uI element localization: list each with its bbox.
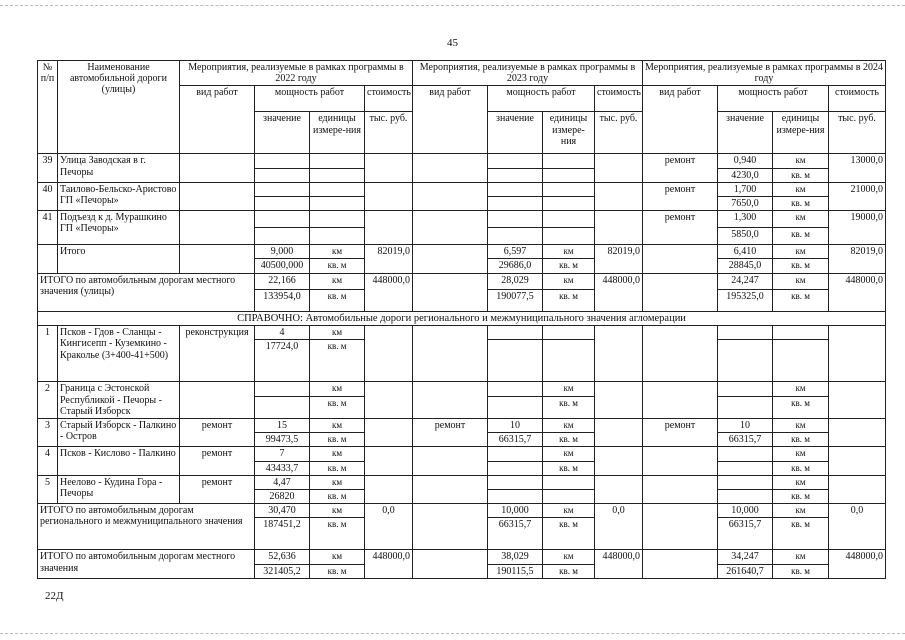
header-cost-2022: стоимость: [365, 86, 413, 112]
unit-2024: км: [773, 211, 829, 228]
area-unit-2024: кв. м: [773, 228, 829, 245]
header-thousand-rub-2022: тыс. руб.: [365, 112, 413, 154]
table-row: 17724,0 кв. м: [38, 340, 886, 382]
road-name: Улица Заводская в г. Печоры: [58, 154, 180, 182]
area-unit-2024: кв. м: [773, 168, 829, 182]
row-num: 3: [38, 419, 58, 447]
subtotal-cost-2022: 82019,0: [365, 245, 413, 273]
table-row: 2 Граница с Эстонской Республикой - Печоры - Старый Изборск км км км: [38, 382, 886, 397]
unit-2024: км: [773, 154, 829, 168]
bottom-scan-rule: [0, 633, 905, 634]
header-capacity-2023: мощность работ: [488, 86, 595, 112]
total-all-cost-2024: 448000,0: [829, 550, 886, 578]
table-row: 99473,5 кв. м 66315,7 кв. м 66315,7 кв. м: [38, 433, 886, 447]
work-type-2024: ремонт: [643, 182, 718, 210]
table-row: 26820 кв. м кв. м: [38, 489, 886, 503]
table-row: [38, 182, 886, 196]
total-regional-label: ИТОГО по автомобильным дорогам регионального и межмуниципального значения: [38, 504, 255, 550]
value-2024: 1,300: [718, 211, 773, 228]
total-all-cost-2022: 448000,0: [365, 550, 413, 578]
work-type-2022: ремонт: [180, 447, 255, 475]
subtotal-value-2024: 6,410: [718, 245, 773, 259]
table-row: [38, 211, 886, 228]
corner-tag: 22Д: [45, 590, 64, 602]
header-value-2022: значение: [255, 112, 310, 154]
top-scan-rule: [0, 5, 905, 6]
area-2024: 5850,0: [718, 228, 773, 245]
road-name: Псков - Гдов - Сланцы - Кингисепп - Куземкино - Краколье (3+400-41+500): [58, 326, 180, 382]
page-number: 45: [447, 37, 458, 49]
header-cost-2024: стоимость: [829, 86, 886, 112]
header-unit-2022: единицы измере-ния: [310, 112, 365, 154]
road-name: Граница с Эстонской Республикой - Печоры - Старый Изборск: [58, 382, 180, 419]
header-capacity-2022: мощность работ: [255, 86, 365, 112]
row-num: 40: [38, 182, 58, 210]
header-unit-2024: единицы измере-ния: [773, 112, 829, 154]
reference-band-row: [38, 311, 886, 326]
total-local-label: ИТОГО по автомобильным дорогам местного значения (улицы): [38, 273, 255, 311]
total-local-cost-2022: 448000,0: [365, 273, 413, 311]
header-value-2024: значение: [718, 112, 773, 154]
row-num: 5: [38, 475, 58, 503]
header-work-type-2023: вид работ: [413, 86, 488, 154]
total-regional-cost-2023: 0,0: [595, 504, 643, 550]
work-type-2022: ремонт: [180, 475, 255, 503]
header-cost-2023: стоимость: [595, 86, 643, 112]
work-type-2024: ремонт: [643, 419, 718, 447]
work-type-2022: реконструкция: [180, 326, 255, 382]
total-local-row: ИТОГО по автомобильным дорогам местного значения (улицы) 22,166 км 448000,0 28,029 км 448000,0 24,247 км 448000,0: [38, 273, 886, 289]
row-num: 41: [38, 211, 58, 245]
cost-2024: 13000,0: [829, 154, 886, 182]
header-road-name: Наименование автомобильной дороги (улицы): [58, 61, 180, 154]
table-row: 43433,7 кв. м кв. м кв. м: [38, 461, 886, 475]
header-num: № п/п: [38, 61, 58, 154]
header-work-type-2024: вид работ: [643, 86, 718, 154]
total-all-cost-2023: 448000,0: [595, 550, 643, 578]
row-num: 2: [38, 382, 58, 419]
total-all-row: 321405,2 кв. м 190115,5 кв. м 261640,7 кв. м: [38, 564, 886, 578]
table-row: 1 Псков - Гдов - Сланцы - Кингисепп - Куземкино - Краколье (3+400-41+500) реконструкция 4 км: [38, 326, 886, 340]
unit-2024: км: [773, 182, 829, 196]
subtotal-value-2022: 9,000: [255, 245, 310, 259]
subtotal-row: Итого 9,000 км 82019,0 6,597 км 82019,0 6,410 км 82019,0: [38, 245, 886, 259]
work-type-2024: ремонт: [643, 211, 718, 245]
header-group-2023: Мероприятия, реализуемые в рамках программы в 2023 году: [413, 61, 643, 86]
road-name: Неелово - Кудина Гора - Печоры: [58, 475, 180, 503]
area-unit-2024: кв. м: [773, 196, 829, 210]
header-thousand-rub-2023: тыс. руб.: [595, 112, 643, 154]
total-regional-cost-2024: 0,0: [829, 504, 886, 550]
total-regional-row: ИТОГО по автомобильным дорогам регионального и межмуниципального значения 30,470 км 0,0 10,000 км 0,0 10,000 км 0,0: [38, 504, 886, 518]
row-num: 39: [38, 154, 58, 182]
header-capacity-2024: мощность работ: [718, 86, 829, 112]
work-type-2023: ремонт: [413, 419, 488, 447]
header-group-2024: Мероприятия, реализуемые в рамках программы в 2024 году: [643, 61, 886, 86]
total-all-row: ИТОГО по автомобильным дорогам местного значения 52,636 км 448000,0 38,029 км 448000,0 34,247 км 448000,0: [38, 550, 886, 564]
header-thousand-rub-2024: тыс. руб.: [829, 112, 886, 154]
row-num: 4: [38, 447, 58, 475]
header-row-1: [38, 61, 886, 86]
table-row: 3 Старый Изборск - Палкино - Остров ремонт 15 км ремонт 10 км ремонт 10 км: [38, 419, 886, 433]
table-row: 4 Псков - Кислово - Палкино ремонт 7 км км км: [38, 447, 886, 461]
reference-title: СПРАВОЧНО: Автомобильные дороги регионального и межмуниципального значения агломерации: [38, 311, 886, 326]
road-name: Таилово-Бельско-Аристово ГП «Печоры»: [58, 182, 180, 210]
total-local-row: 133954,0 кв. м 190077,5 кв. м 195325,0 кв. м: [38, 289, 886, 311]
value-2024: 1,700: [718, 182, 773, 196]
road-name: Старый Изборск - Палкино - Остров: [58, 419, 180, 447]
total-regional-row: 187451,2 кв. м 66315,7 кв. м 66315,7 кв. м: [38, 518, 886, 550]
header-group-2022: Мероприятия, реализуемые в рамках программы в 2022 году: [180, 61, 413, 86]
table-row: [38, 154, 886, 168]
row-num: 1: [38, 326, 58, 382]
value-2024: 0,940: [718, 154, 773, 168]
subtotal-label: Итого: [58, 245, 180, 273]
cost-2024: 19000,0: [829, 211, 886, 245]
work-type-2022: ремонт: [180, 419, 255, 447]
area-2024: 4230,0: [718, 168, 773, 182]
cost-2024: 21000,0: [829, 182, 886, 210]
road-name: Подъезд к д. Мурашкино ГП «Печоры»: [58, 211, 180, 245]
header-unit-2023: единицы измере-ния: [543, 112, 595, 154]
road-name: Псков - Кислово - Палкино: [58, 447, 180, 475]
area-2024: 7650,0: [718, 196, 773, 210]
table-row: 5 Неелово - Кудина Гора - Печоры ремонт 4,47 км км: [38, 475, 886, 489]
work-type-2024: ремонт: [643, 154, 718, 182]
subtotal-value-2023: 6,597: [488, 245, 543, 259]
table-row: кв. м кв. м кв. м: [38, 397, 886, 419]
total-regional-cost-2022: 0,0: [365, 504, 413, 550]
document-sheet: [37, 60, 885, 579]
subtotal-row: 40500,000 кв. м 29686,0 кв. м 28845,0 кв. м: [38, 259, 886, 273]
header-value-2023: значение: [488, 112, 543, 154]
subtotal-cost-2023: 82019,0: [595, 245, 643, 273]
subtotal-cost-2024: 82019,0: [829, 245, 886, 273]
road-program-table: [37, 60, 886, 579]
header-work-type-2022: вид работ: [180, 86, 255, 154]
total-local-cost-2023: 448000,0: [595, 273, 643, 311]
total-all-label: ИТОГО по автомобильным дорогам местного значения: [38, 550, 255, 578]
total-local-cost-2024: 448000,0: [829, 273, 886, 311]
